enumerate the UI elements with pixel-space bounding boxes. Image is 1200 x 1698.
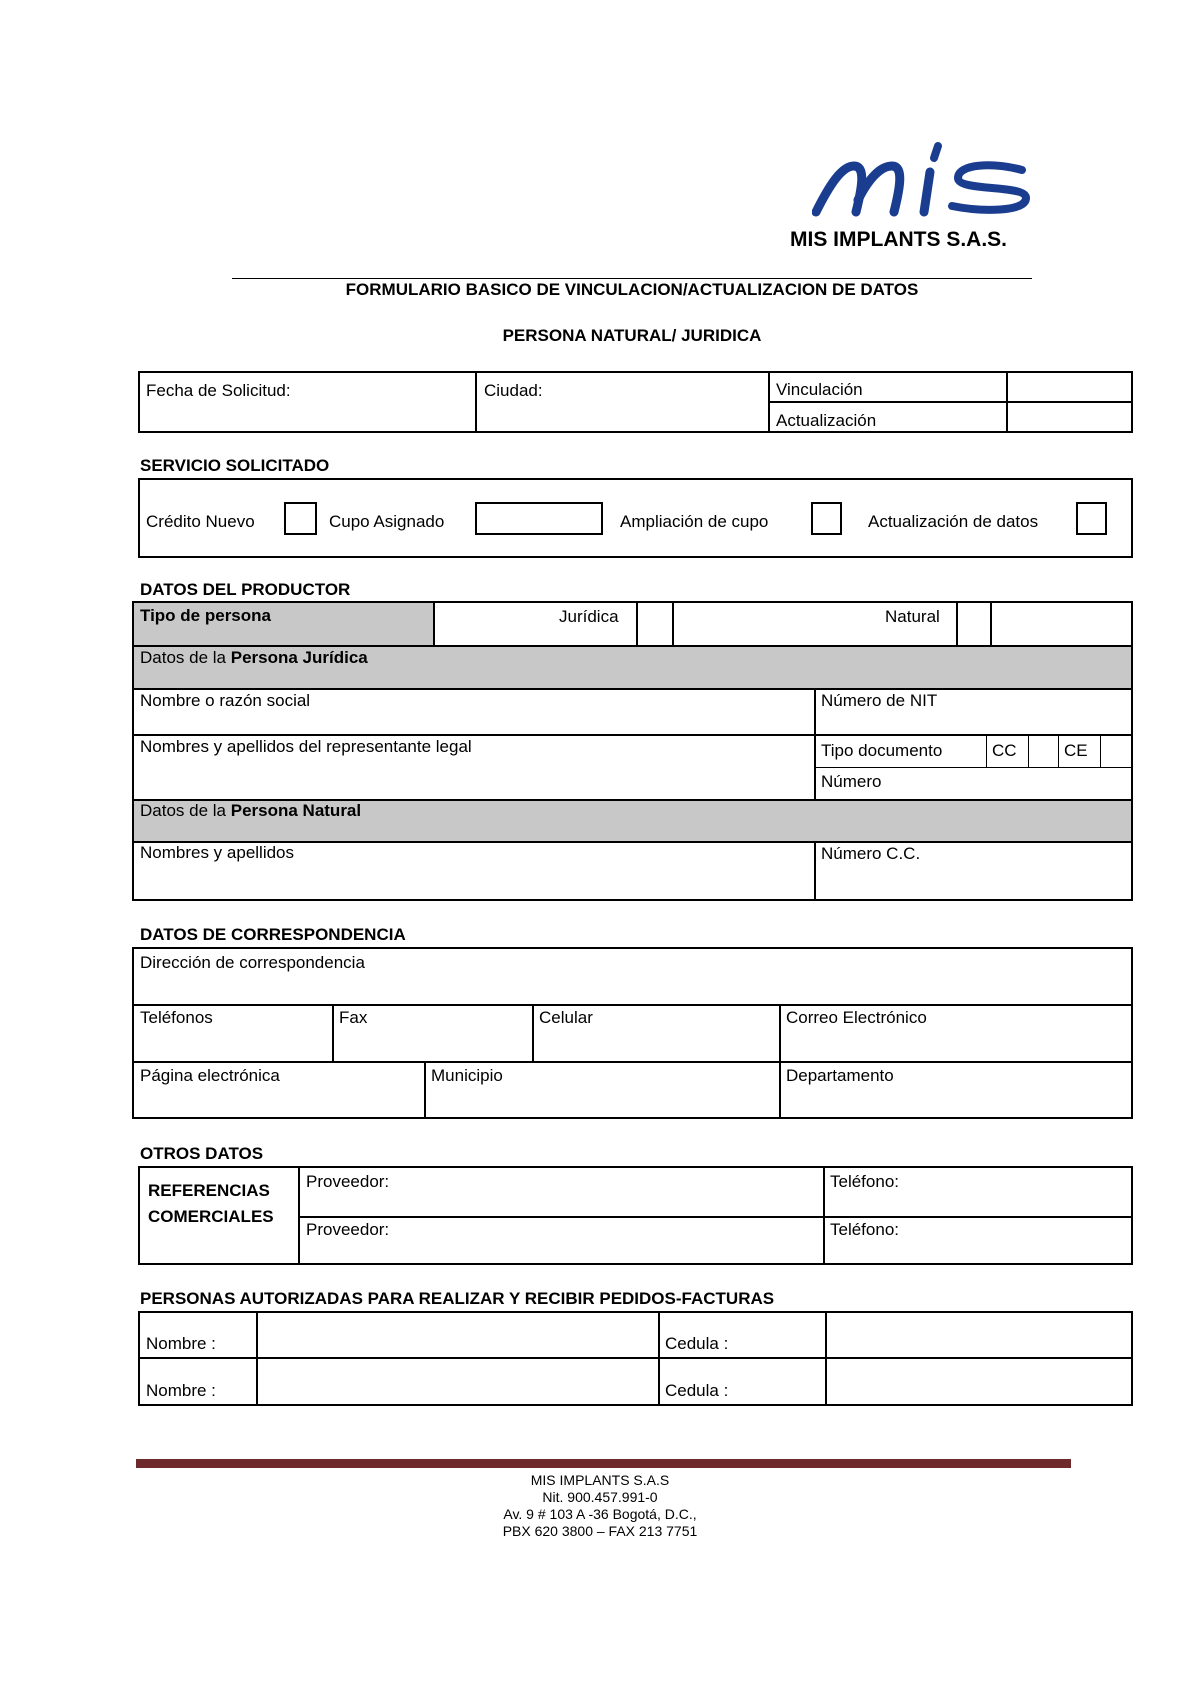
numero-label: Número xyxy=(821,772,882,791)
nombre-2-field[interactable] xyxy=(260,1360,654,1403)
nit-field[interactable] xyxy=(821,712,1129,732)
form-subtitle: PERSONA NATURAL/ JURIDICA xyxy=(502,326,762,345)
juridica-checkbox[interactable] xyxy=(638,604,670,643)
natural-header xyxy=(140,801,361,821)
vinculacion-label: Vinculación xyxy=(776,380,863,399)
footer xyxy=(0,1472,1200,1540)
natural-checkbox[interactable] xyxy=(958,604,988,643)
fecha-solicitud-label: Fecha de Solicitud: xyxy=(146,381,291,400)
juridica-header xyxy=(140,648,368,668)
ciudad-label: Ciudad: xyxy=(484,381,543,400)
referencias-label-line1: REFERENCIAS xyxy=(148,1181,270,1200)
servicio-section-title: SERVICIO SOLICITADO xyxy=(140,456,330,475)
cc-checkbox[interactable] xyxy=(1030,736,1056,765)
pagina-label: Página electrónica xyxy=(140,1066,280,1085)
direccion-field[interactable] xyxy=(140,975,1128,1001)
referencias-label-line2: COMERCIALES xyxy=(148,1207,274,1226)
telefono-2-field[interactable] xyxy=(915,1219,1127,1262)
vinculacion-field[interactable] xyxy=(1010,374,1128,399)
cedula-1-field[interactable] xyxy=(829,1314,1129,1355)
proveedor-2-label: Proveedor: xyxy=(306,1220,390,1239)
mis-logo-icon xyxy=(812,140,1036,220)
cedula-2-field[interactable] xyxy=(829,1360,1129,1403)
autorizadas-section-title: PERSONAS AUTORIZADAS PARA REALIZAR Y RECIBIR PEDIDOS-FACTURAS xyxy=(140,1289,775,1308)
footer-nit: Nit. 900.457.991-0 xyxy=(542,1489,658,1505)
departamento-field[interactable] xyxy=(786,1088,1128,1116)
nit-label: Número de NIT xyxy=(821,691,938,710)
cc-label: CC xyxy=(992,741,1017,760)
cupo-asignado-input[interactable] xyxy=(475,502,603,535)
celular-field[interactable] xyxy=(539,1030,774,1058)
proveedor-2-field[interactable] xyxy=(400,1219,818,1262)
ce-checkbox[interactable] xyxy=(1102,736,1130,765)
actualizacion-label: Actualización xyxy=(776,411,877,430)
footer-address: Av. 9 # 103 A -36 Bogotá, D.C., xyxy=(503,1506,697,1522)
footer-rule xyxy=(136,1459,1071,1468)
company-name: MIS IMPLANTS S.A.S. xyxy=(790,228,1008,251)
ciudad-field[interactable] xyxy=(560,376,760,428)
telefono-1-label: Teléfono: xyxy=(830,1172,899,1191)
ampliacion-checkbox[interactable] xyxy=(811,502,842,535)
departamento-label: Departamento xyxy=(786,1066,894,1085)
ampliacion-label: Ampliación de cupo xyxy=(620,512,769,531)
header-divider xyxy=(232,278,1032,279)
proveedor-1-label: Proveedor: xyxy=(306,1172,390,1191)
credito-nuevo-checkbox[interactable] xyxy=(284,502,317,535)
natural-header-bold: Persona Natural xyxy=(230,801,362,820)
juridica-label: Jurídica xyxy=(559,607,619,626)
footer-company: MIS IMPLANTS S.A.S xyxy=(530,1472,670,1488)
natural-header-prefix: Datos de la xyxy=(140,801,231,820)
representante-field[interactable] xyxy=(140,760,810,796)
cedula-1-label: Cedula : xyxy=(665,1334,729,1353)
natural-label: Natural xyxy=(885,607,940,626)
proveedor-1-field[interactable] xyxy=(400,1170,818,1214)
municipio-label: Municipio xyxy=(431,1066,503,1085)
telefonos-label: Teléfonos xyxy=(140,1008,213,1027)
representante-label: Nombres y apellidos del representante legal xyxy=(140,737,472,756)
nombre-1-label: Nombre : xyxy=(146,1334,216,1353)
juridica-header-bold: Persona Jurídica xyxy=(230,648,368,667)
productor-section-title: DATOS DEL PRODUCTOR xyxy=(140,580,351,599)
telefono-1-field[interactable] xyxy=(915,1170,1127,1214)
actualizacion-field[interactable] xyxy=(1010,404,1128,430)
numero-cc-field[interactable] xyxy=(821,866,1129,898)
correo-field[interactable] xyxy=(786,1030,1128,1058)
cupo-asignado-label: Cupo Asignado xyxy=(329,512,445,531)
numero-field[interactable] xyxy=(900,770,1129,797)
tipo-documento-label: Tipo documento xyxy=(821,741,943,760)
correspondencia-section-title: DATOS DE CORRESPONDENCIA xyxy=(140,925,406,944)
telefono-2-label: Teléfono: xyxy=(830,1220,899,1239)
celular-label: Celular xyxy=(539,1008,593,1027)
nombre-1-field[interactable] xyxy=(260,1314,654,1355)
actualizacion-datos-checkbox[interactable] xyxy=(1076,502,1107,535)
telefonos-field[interactable] xyxy=(140,1030,328,1058)
nombres-apellidos-label: Nombres y apellidos xyxy=(140,843,295,862)
company-logo xyxy=(812,140,1036,220)
form-title: FORMULARIO BASICO DE VINCULACION/ACTUALIZACION DE DATOS xyxy=(345,280,919,299)
otros-section-title: OTROS DATOS xyxy=(140,1144,264,1163)
correo-label: Correo Electrónico xyxy=(786,1008,927,1027)
fax-field[interactable] xyxy=(339,1030,527,1058)
ce-label: CE xyxy=(1064,741,1088,760)
credito-nuevo-label: Crédito Nuevo xyxy=(146,512,255,531)
direccion-label: Dirección de correspondencia xyxy=(140,953,365,972)
nombre-razon-field[interactable] xyxy=(140,712,810,732)
tipo-persona-label: Tipo de persona xyxy=(140,606,271,625)
cedula-2-label: Cedula : xyxy=(665,1381,729,1400)
nombre-razon-label: Nombre o razón social xyxy=(140,691,311,710)
nombre-2-label: Nombre : xyxy=(146,1381,216,1400)
footer-phone: PBX 620 3800 – FAX 213 7751 xyxy=(502,1523,698,1539)
pagina-field[interactable] xyxy=(140,1088,420,1116)
nombres-apellidos-field[interactable] xyxy=(140,866,810,898)
actualizacion-datos-label: Actualización de datos xyxy=(868,512,1039,531)
numero-cc-label: Número C.C. xyxy=(821,844,921,863)
fax-label: Fax xyxy=(339,1008,368,1027)
juridica-header-prefix: Datos de la xyxy=(140,648,231,667)
municipio-field[interactable] xyxy=(431,1088,774,1116)
fecha-solicitud-field[interactable] xyxy=(330,376,470,428)
